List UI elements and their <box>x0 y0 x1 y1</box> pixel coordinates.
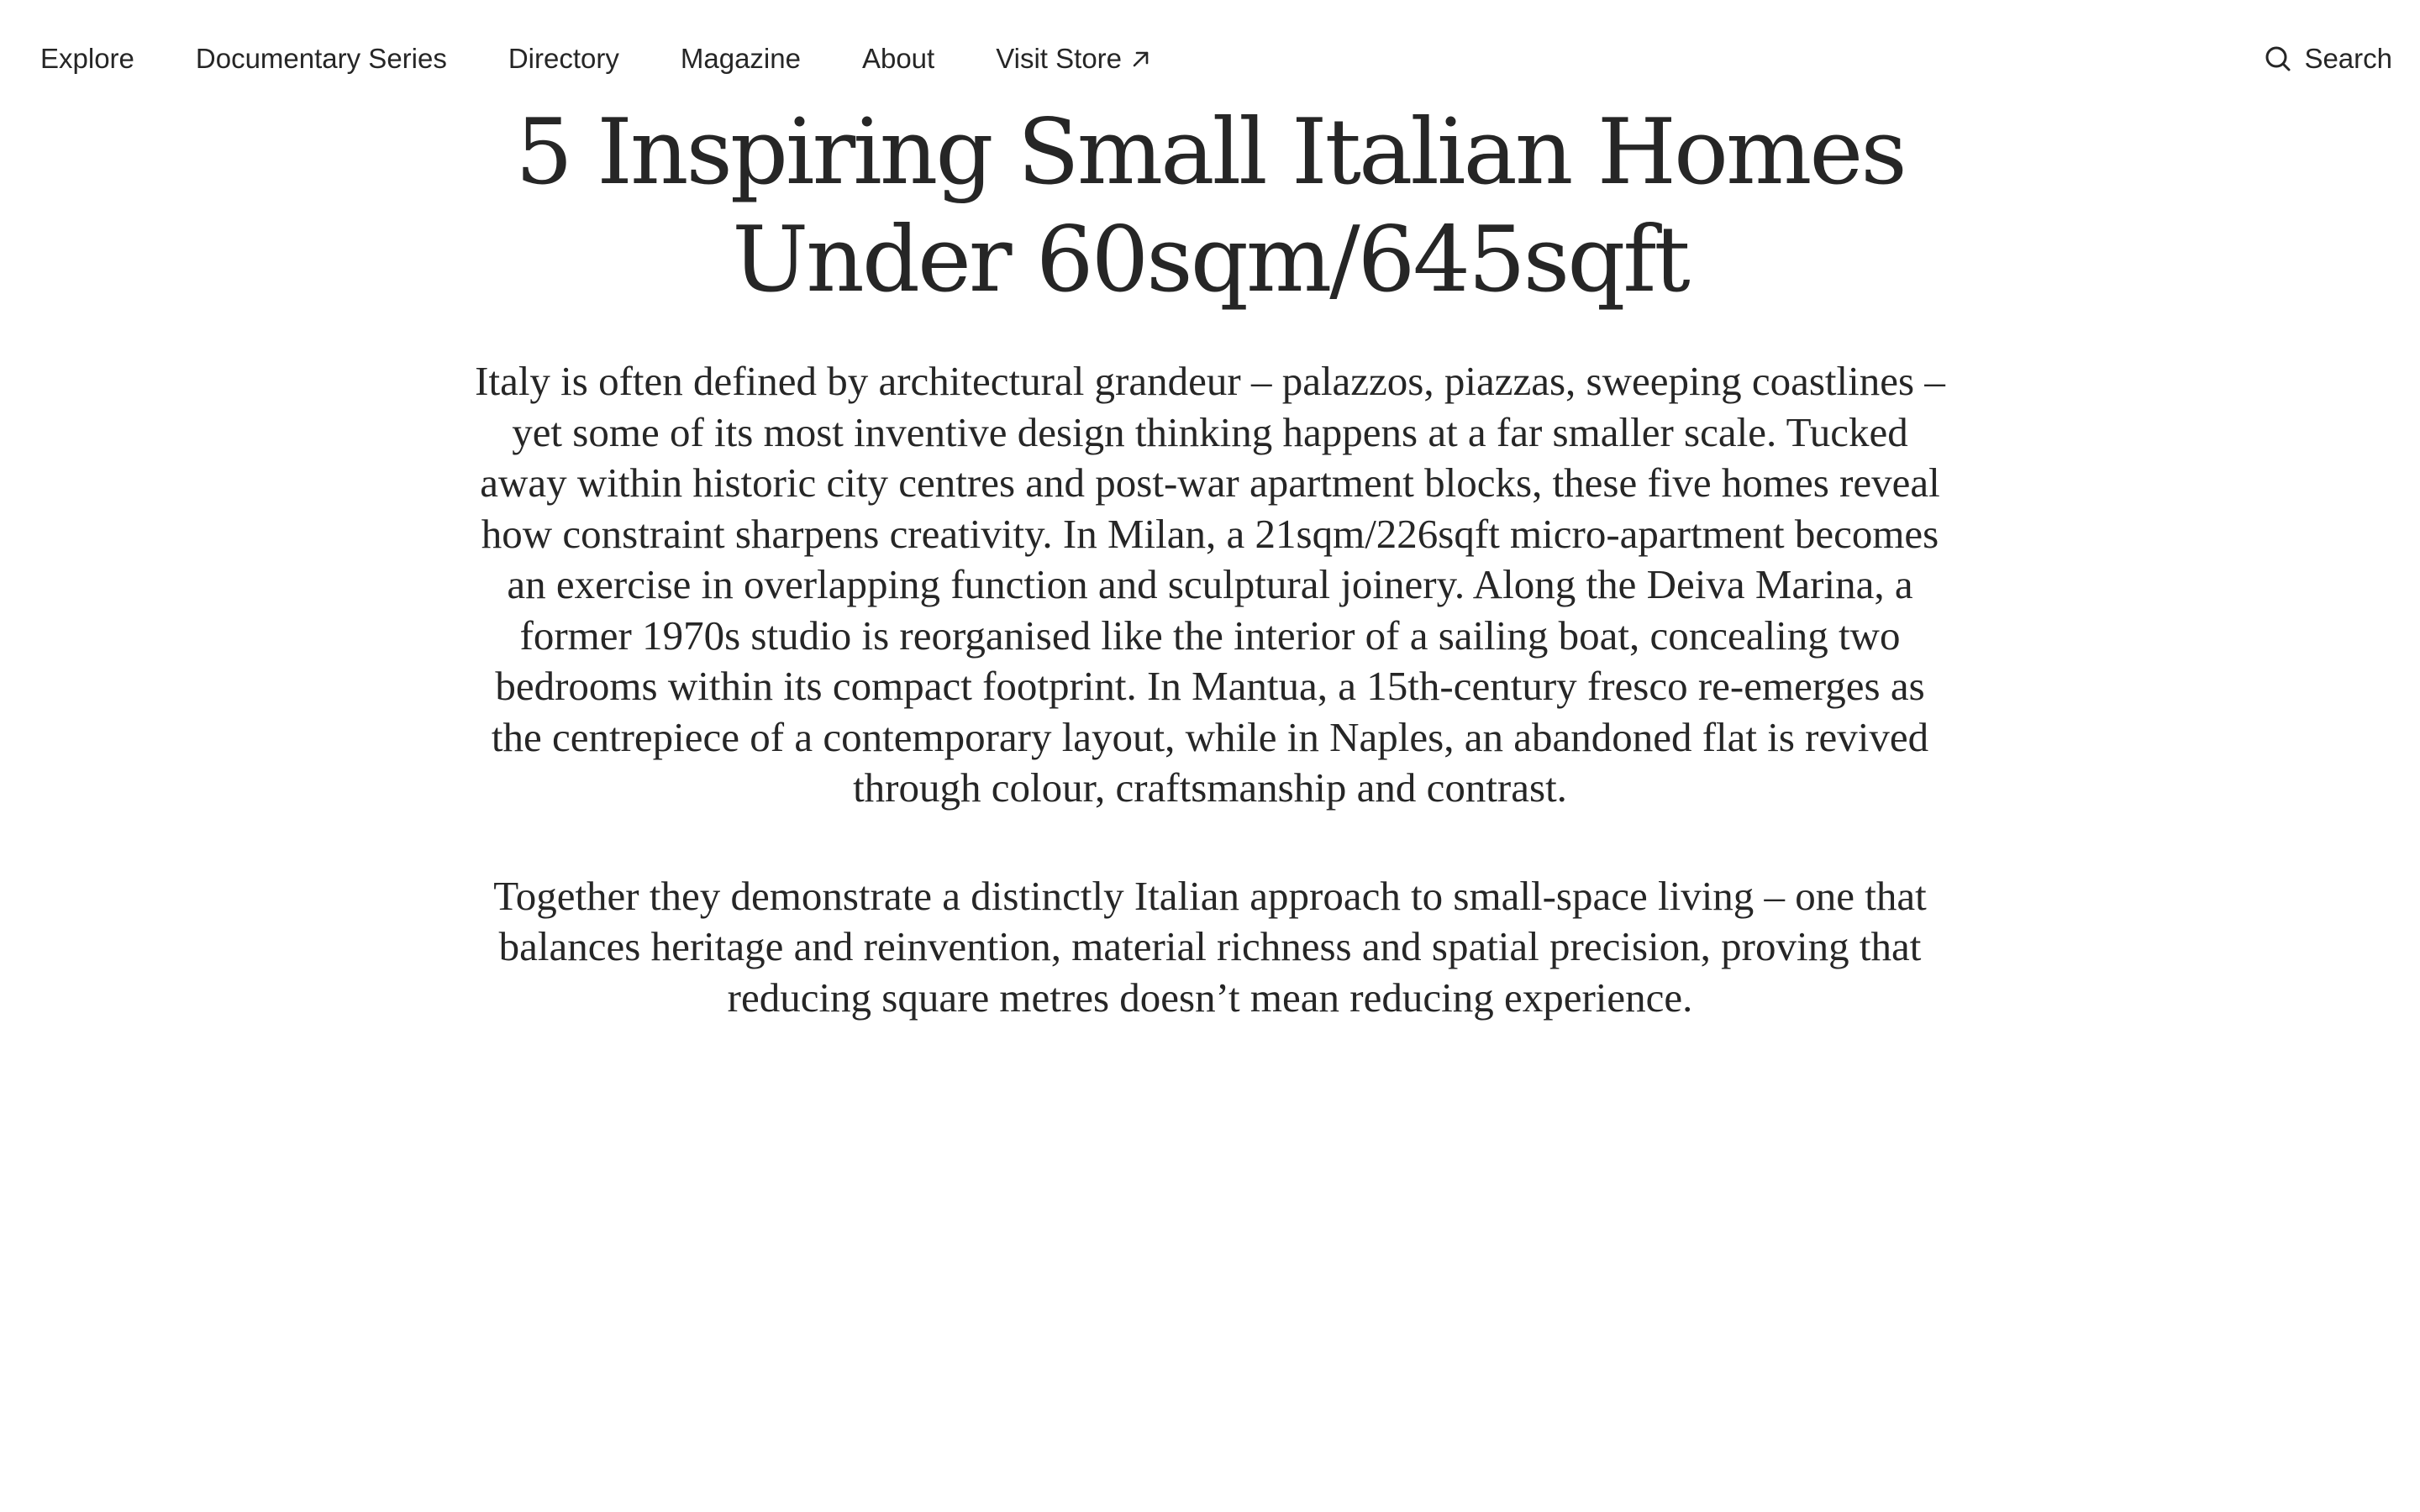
visit-store-label: Visit Store <box>996 43 1123 74</box>
nav-item-documentary-series[interactable]: Documentary Series <box>195 43 447 74</box>
nav-item-about[interactable]: About <box>861 43 935 74</box>
nav-menu <box>40 37 1213 81</box>
article-paragraph-conclusion: Together they demonstrate a distinctly Italian approach to small-space living – one that balances heritage and reinvention, material richness and spatial precision, proving that reducing square metres doesn’t mean reducing experience. <box>493 872 1927 1021</box>
nav-item-visit-store[interactable] <box>996 37 1152 81</box>
nav-item-explore[interactable]: Explore <box>40 43 134 74</box>
search-icon <box>2264 45 2292 73</box>
arrow-up-right-icon <box>1130 48 1152 70</box>
search-label: Search <box>2304 43 2392 74</box>
article-title: 5 Inspiring Small Italian Homes Under 60sqm/645sqft <box>515 100 1905 312</box>
article-paragraph-intro: Italy is often defined by architectural grandeur – palazzos, piazzas, sweeping coastlines – yet some of its most inventive design thinking happens at a far smaller scale. Tucked away within historic city centres and post-war apartment blocks, these five homes reveal how constraint sharpens creativity. In Milan, a 21sqm/226sqft micro-apartment becomes an exercise in overlapping function and sculptural joinery. Along the Deiva Marina, a former 1970s studio is reorganised like the interior of a sailing boat, concealing two bedrooms within its compact footprint. In Mantua, a 15th-century fresco re-emerges as the centrepiece of a contemporary layout, while in Naples, an abandoned flat is revived through colour, craftsmanship and contrast. <box>475 358 1945 811</box>
nav-item-directory[interactable]: Directory <box>508 43 619 74</box>
article <box>454 99 1966 1080</box>
search-button[interactable] <box>2264 37 2392 81</box>
nav-item-magazine[interactable]: Magazine <box>680 43 801 74</box>
